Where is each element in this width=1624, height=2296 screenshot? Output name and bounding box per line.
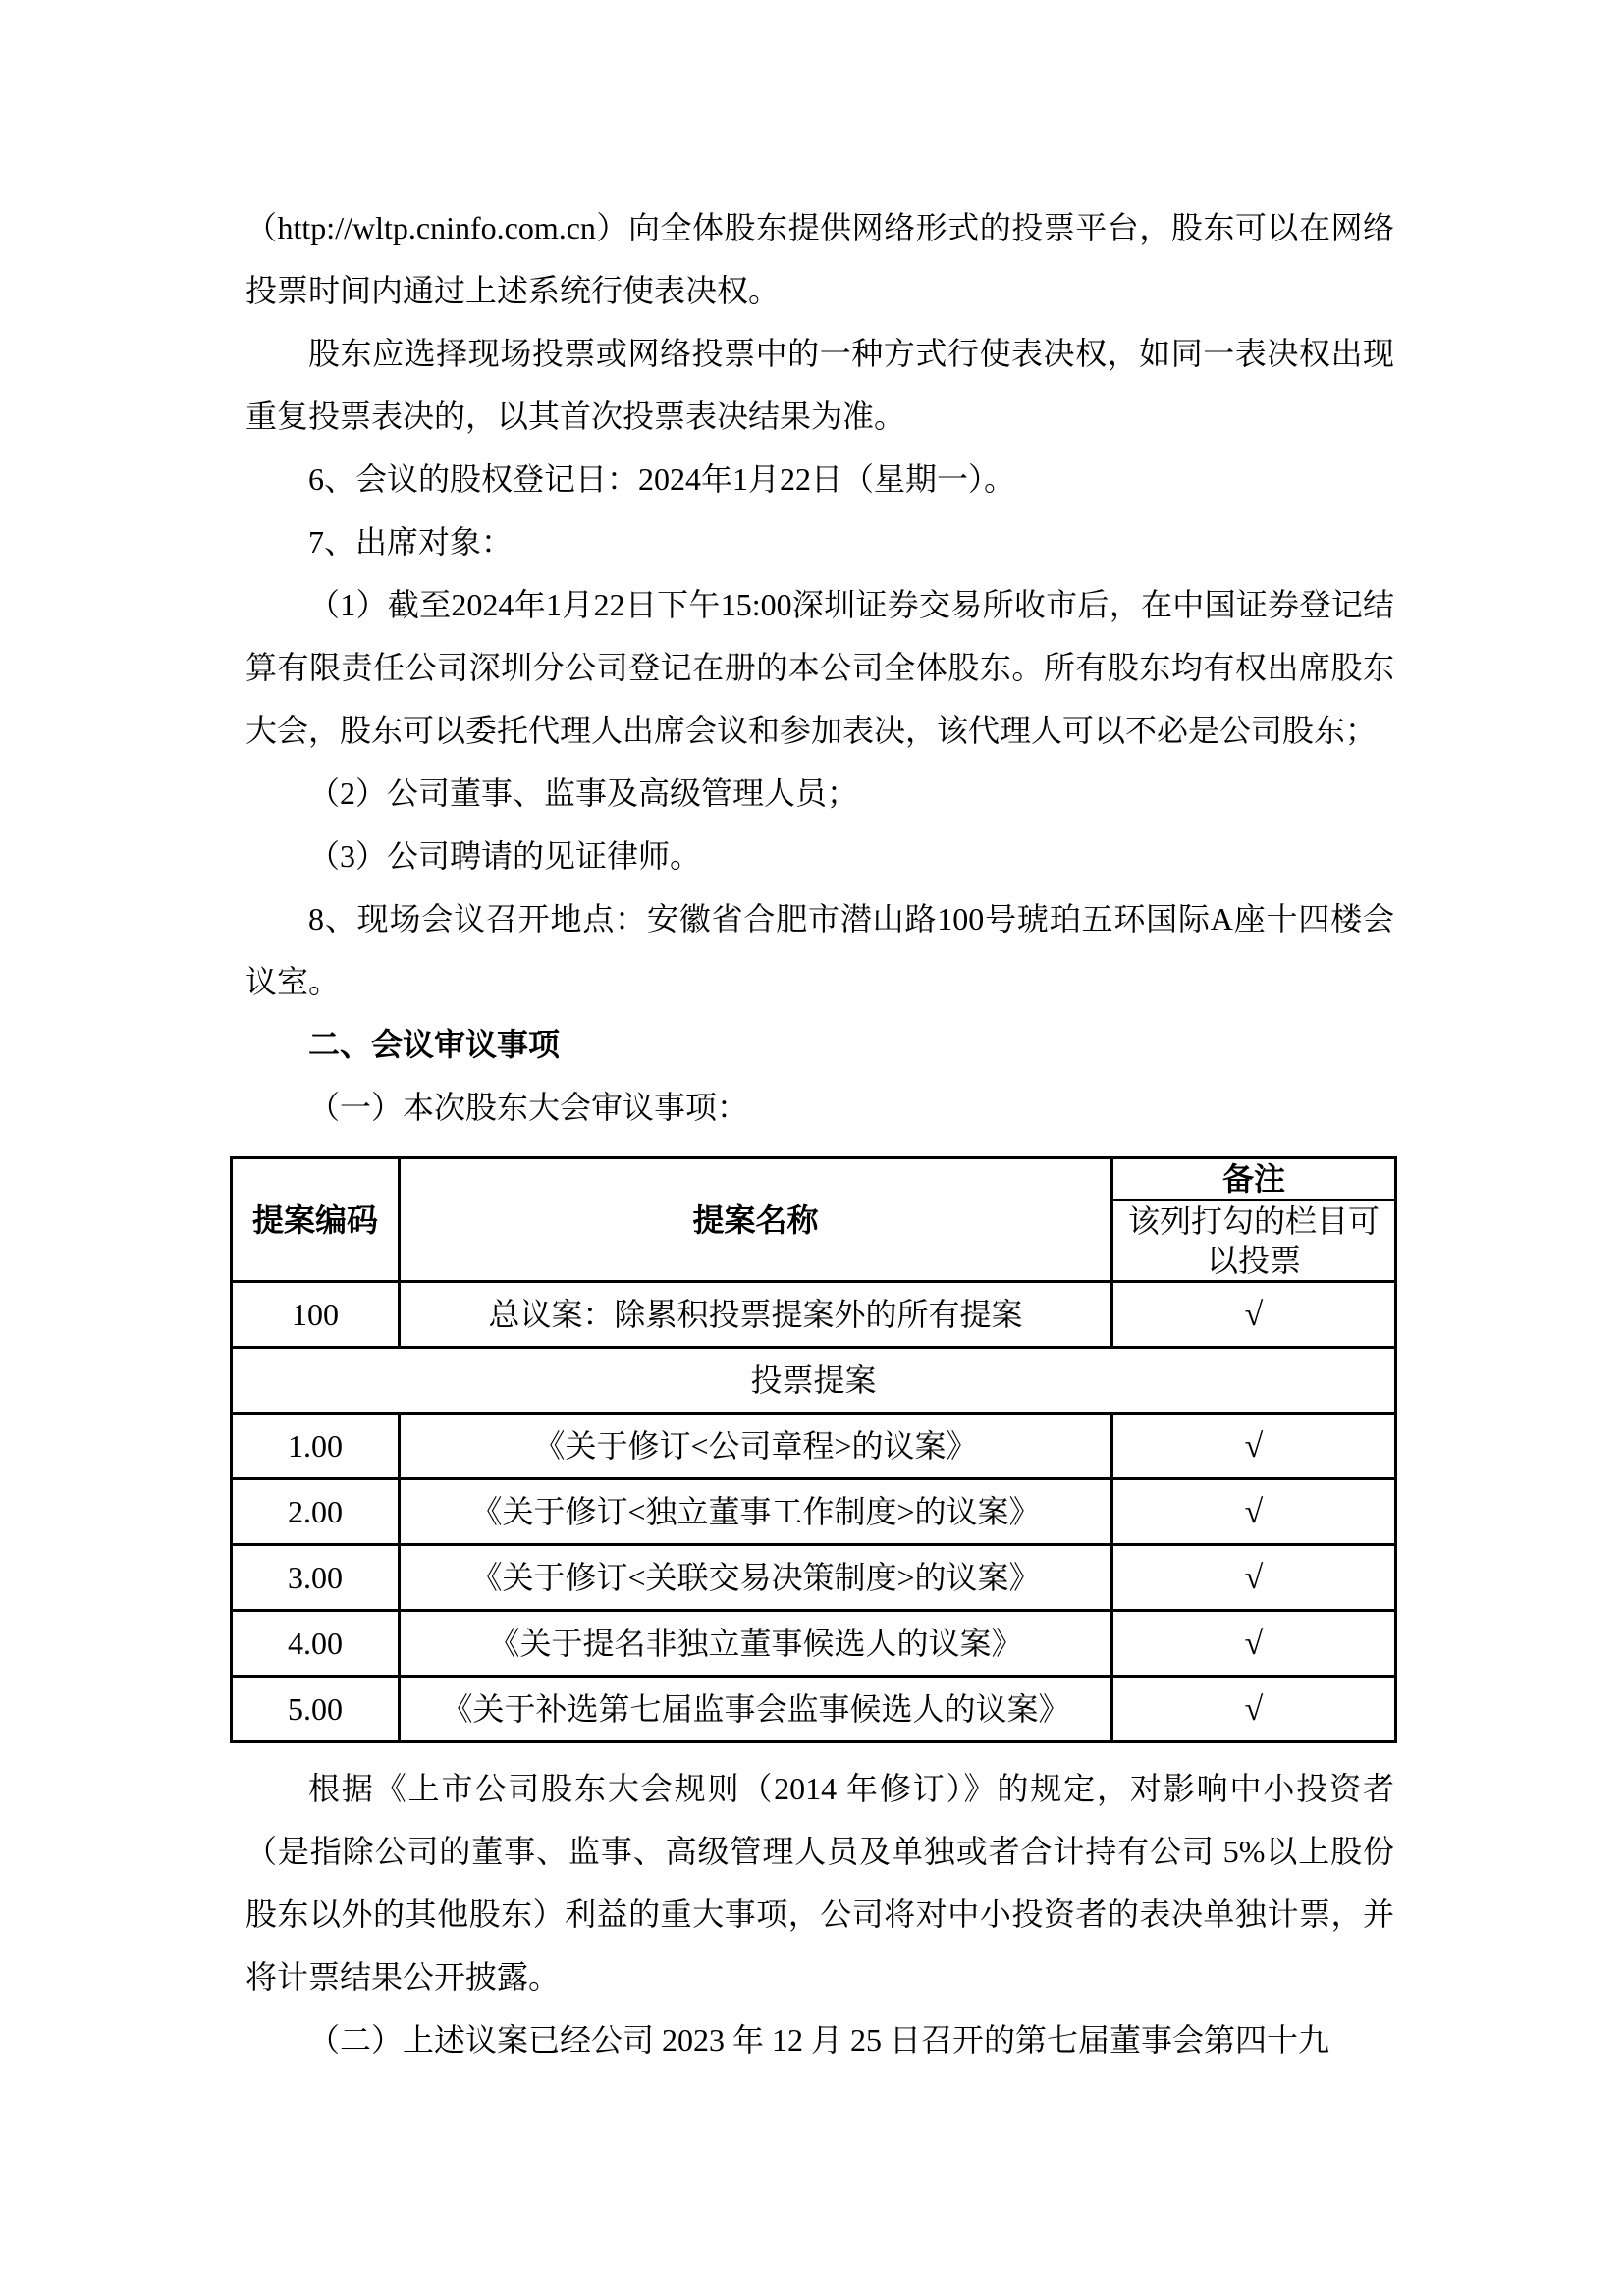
table-row (232, 1545, 1396, 1611)
paragraph: （1）截至2024年1月22日下午15:00深圳证券交易所收市后，在中国证券登记结算有限责任公司深圳分公司登记在册的本公司全体股东。所有股东均有权出席股东大会，股东可以委托代理人出席会议和参加表决，该代理人可以不必是公司股东； (245, 587, 1394, 748)
vote-check-cell (1112, 1545, 1396, 1611)
proposal-code-header: 提案编码 (232, 1158, 400, 1282)
paragraph: 根据《上市公司股东大会规则（2014 年修订）》的规定，对影响中小投资者（是指除公司的董事、监事、高级管理人员及单独或者合计持有公司 5%以上股份股东以外的其他股东）利益的重大事项，公司将对中小投资者的表决单独计票，并将计票结果公开披露。 (245, 1771, 1394, 1995)
table-header-row (232, 1158, 1396, 1201)
table-row (232, 1414, 1396, 1479)
paragraph: 6、会议的股权登记日：2024年1月22日（星期一）。 (308, 461, 1016, 497)
remark-header: 备注 (1112, 1158, 1396, 1201)
paragraph: （3）公司聘请的见证律师。 (308, 838, 702, 874)
vote-check-cell (1112, 1611, 1396, 1677)
proposal-name-cell: 总议案：除累积投票提案外的所有提案 (400, 1282, 1112, 1348)
vote-check-cell (1112, 1677, 1396, 1742)
proposal-code-cell: 2.00 (232, 1479, 400, 1545)
table-row (232, 1479, 1396, 1545)
proposal-code-cell: 5.00 (232, 1677, 400, 1742)
sub-heading: （一）本次股东大会审议事项： (308, 1090, 749, 1125)
paragraph: 8、现场会议召开地点：安徽省合肥市潜山路100号琥珀五环国际A座十四楼会议室。 (245, 901, 1394, 999)
check-mark: √ (1244, 1493, 1264, 1530)
document-content (245, 196, 1394, 2071)
vote-check-cell (1112, 1479, 1396, 1545)
proposal-code-cell: 3.00 (232, 1545, 400, 1611)
separator-label: 投票提案 (232, 1348, 1396, 1414)
proposal-code-cell: 4.00 (232, 1611, 400, 1677)
table-row (232, 1282, 1396, 1348)
remark-note: 该列打勾的栏目可以投票 (1112, 1201, 1396, 1282)
proposals-table (230, 1156, 1397, 1743)
paragraph: 7、出席对象： (308, 524, 514, 560)
paragraph: （2）公司董事、监事及高级管理人员； (308, 775, 859, 811)
proposal-code-cell: 1.00 (232, 1414, 400, 1479)
separator-row (232, 1348, 1396, 1414)
table-row (232, 1611, 1396, 1677)
paragraph: （http://wltp.cninfo.com.cn）向全体股东提供网络形式的投票平台，股东可以在网络投票时间内通过上述系统行使表决权。 (245, 210, 1394, 308)
check-mark: √ (1244, 1559, 1264, 1596)
check-mark: √ (1244, 1427, 1264, 1465)
paragraph: 股东应选择现场投票或网络投票中的一种方式行使表决权，如同一表决权出现重复投票表决的，以其首次投票表决结果为准。 (245, 336, 1394, 434)
proposal-code-cell: 100 (232, 1282, 400, 1348)
vote-check-cell (1112, 1282, 1396, 1348)
table-row (232, 1677, 1396, 1742)
section-heading: 二、会议审议事项 (308, 1027, 561, 1062)
proposal-name-cell: 《关于补选第七届监事会监事候选人的议案》 (400, 1677, 1112, 1742)
proposal-name-cell: 《关于提名非独立董事候选人的议案》 (400, 1611, 1112, 1677)
check-mark: √ (1244, 1296, 1264, 1333)
paragraph: （二）上述议案已经公司 2023 年 12 月 25 日召开的第七届董事会第四十九 (308, 2022, 1330, 2057)
vote-check-cell (1112, 1414, 1396, 1479)
proposal-name-cell: 《关于修订<关联交易决策制度>的议案》 (400, 1545, 1112, 1611)
check-mark: √ (1244, 1625, 1264, 1662)
check-mark: √ (1244, 1690, 1264, 1728)
proposal-name-cell: 《关于修订<独立董事工作制度>的议案》 (400, 1479, 1112, 1545)
proposal-name-cell: 《关于修订<公司章程>的议案》 (400, 1414, 1112, 1479)
proposal-name-header: 提案名称 (400, 1158, 1112, 1282)
